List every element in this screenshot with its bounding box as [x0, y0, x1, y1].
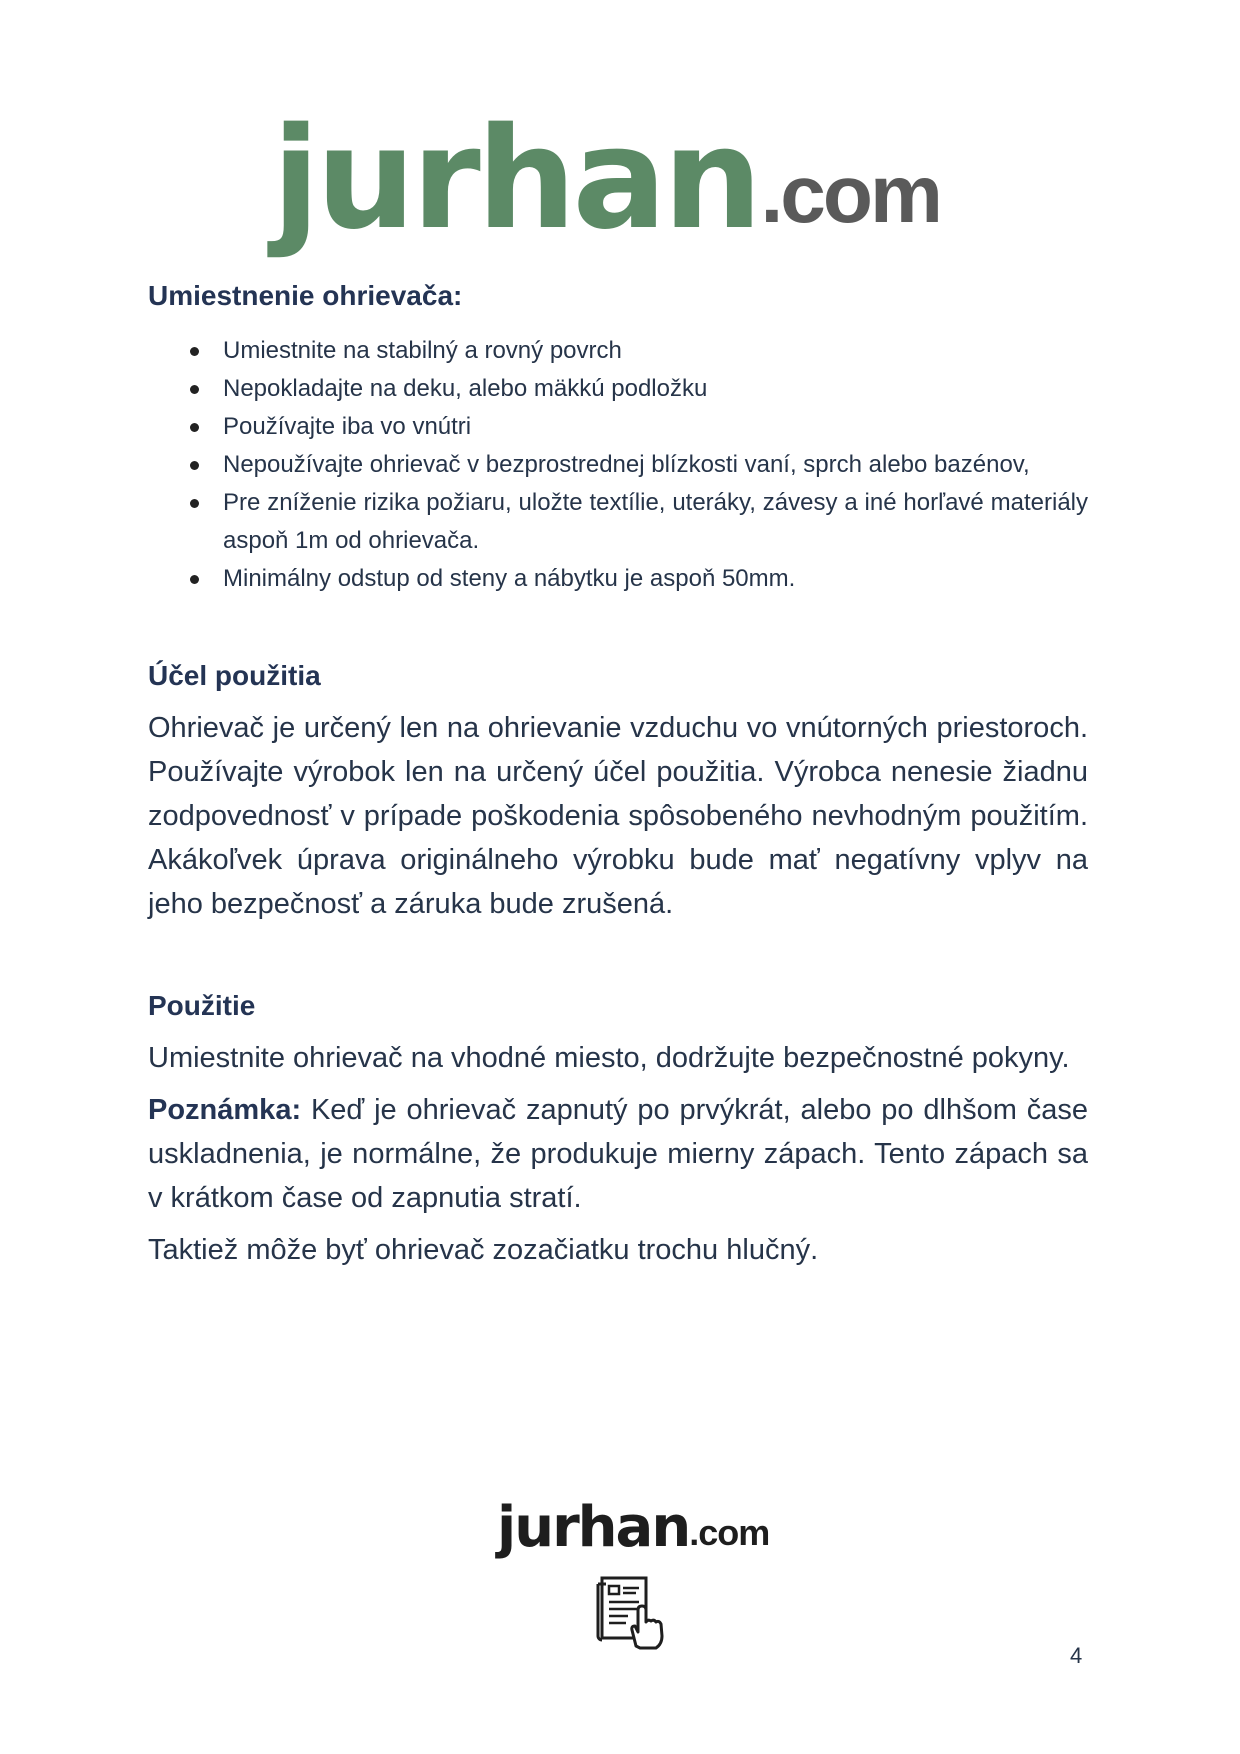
- bullet-icon: [190, 575, 199, 584]
- bullet-icon: [190, 499, 199, 508]
- bullet-icon: [190, 385, 199, 394]
- list-item: Umiestnite na stabilný a rovný povrch: [148, 332, 1088, 370]
- section-purpose-body: Ohrievač je určený len na ohrievanie vzduchu vo vnútorných priestoroch. Používajte výrobok len na určený účel použitia. Výrobca nenesie žiadnu zodpovednosť v prípade poškodenia spôsobeného nevhodným použitím. Akákoľvek úprava originálneho výrobku bude mať negatívny vplyv na jeho bezpečnosť a záruka bude zrušená.: [148, 712, 1088, 920]
- bullet-icon: [190, 347, 199, 356]
- footer-logo-domain: .com: [689, 1512, 770, 1553]
- section-placement: [148, 280, 1088, 598]
- list-item: Nepoužívajte ohrievač v bezprostrednej blízkosti vaní, sprch alebo bazénov,: [148, 446, 1088, 484]
- page-number: 4: [1070, 1643, 1083, 1668]
- list-item: Používajte iba vo vnútri: [148, 408, 1088, 446]
- bullet-icon: [190, 423, 199, 432]
- footer-logo-wordmark: jurhan: [497, 1495, 690, 1560]
- document-hand-icon: [596, 1574, 668, 1650]
- note-label: Poznámka:: [148, 1094, 302, 1126]
- logo-wordmark: jurhan: [272, 98, 759, 261]
- bullet-icon: [190, 461, 199, 470]
- usage-note: [148, 1088, 1088, 1220]
- list-item: Minimálny odstup od steny a nábytku je aspoň 50mm.: [148, 560, 1088, 598]
- section-usage-title: Použitie: [148, 990, 256, 1021]
- footer-logo: [497, 1495, 770, 1560]
- section-usage-body: Umiestnite ohrievač na vhodné miesto, dodržujte bezpečnostné pokyny.: [148, 1042, 1070, 1074]
- document-body: [148, 280, 1088, 1272]
- section-purpose: [148, 660, 1088, 926]
- section-purpose-title: Účel použitia: [148, 660, 321, 691]
- list-item: Nepokladajte na deku, alebo mäkkú podložku: [148, 370, 1088, 408]
- section-usage: [148, 990, 1088, 1272]
- list-item: Pre zníženie rizika požiaru, uložte textílie, uteráky, závesy a iné horľavé materiály aspoň 1m od ohrievača.: [148, 484, 1088, 560]
- usage-extra: Taktiež môže byť ohrievač zozačiatku trochu hlučný.: [148, 1234, 819, 1266]
- placement-list: [148, 332, 1088, 598]
- header-logo: [272, 98, 972, 261]
- note-text: Keď je ohrievač zapnutý po prvýkrát, alebo po dlhšom čase uskladnenia, je normálne, že produkuje mierny zápach. Tento zápach sa v krátkom čase od zapnutia stratí.: [148, 1094, 1088, 1214]
- logo-domain: .com: [760, 149, 940, 240]
- section-placement-title: Umiestnenie ohrievača:: [148, 280, 463, 311]
